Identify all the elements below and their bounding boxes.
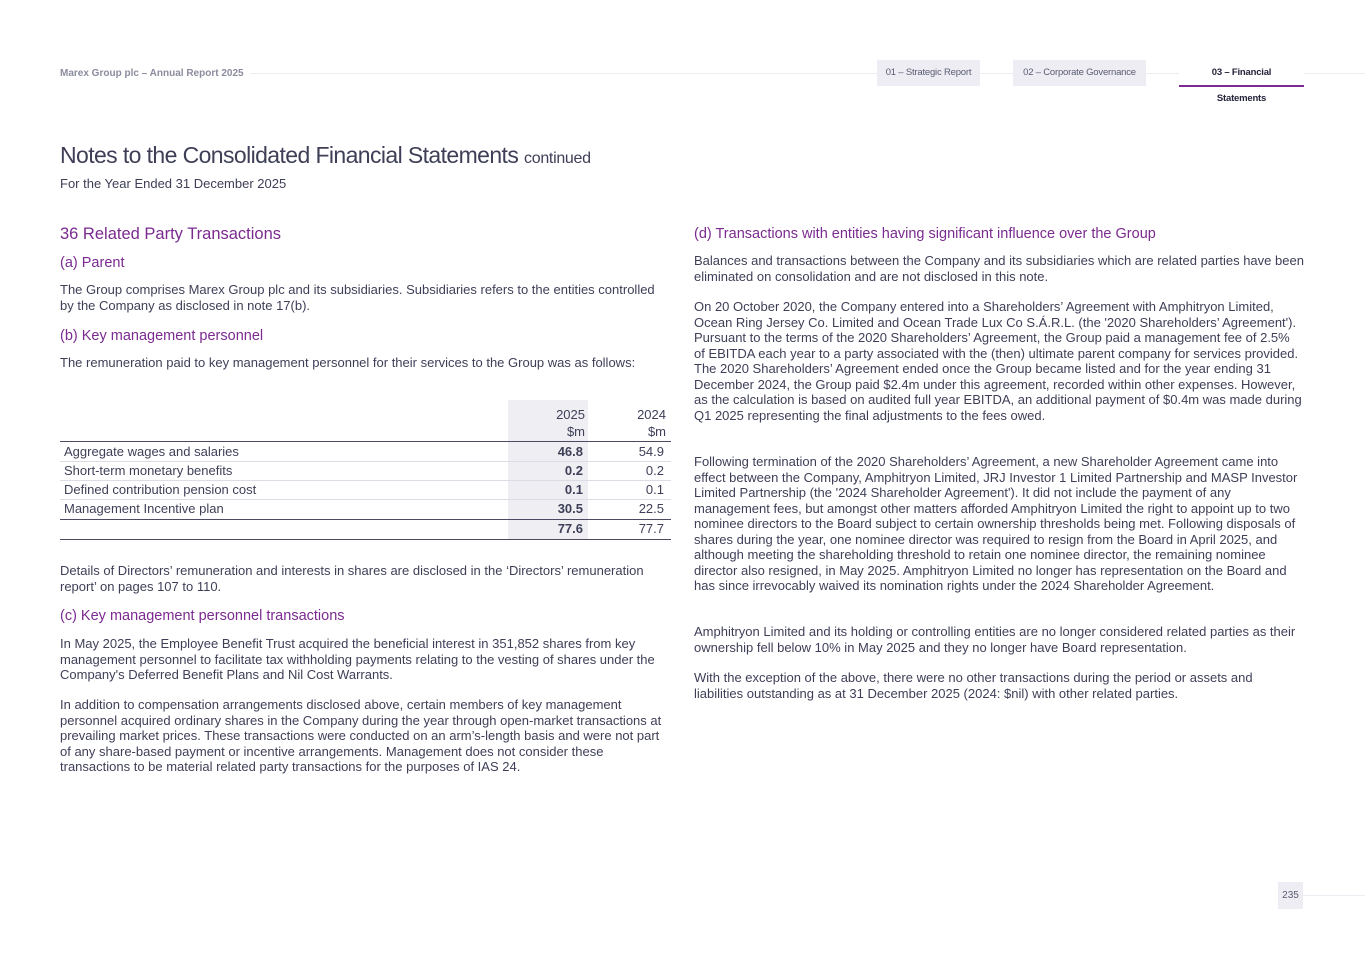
subsection-a-title: (a) Parent xyxy=(60,255,125,271)
subsection-b-title: (b) Key management personnel xyxy=(60,328,264,344)
subsection-a-text: The Group comprises Marex Group plc and its subsidiaries. Subsidiaries refers to the entities controlled by the Company as disclosed in note 17(b). xyxy=(60,282,655,313)
row-value-2024: 0.1 xyxy=(645,482,664,497)
row-value-2025: 0.2 xyxy=(564,463,583,478)
subsection-d-text-1: Balances and transactions between the Company and its subsidiaries which are related parties have been eliminated on consolidation and are not disclosed in this note. xyxy=(694,253,1304,284)
total-2025: 77.6 xyxy=(557,521,583,536)
page-number: 235 xyxy=(1278,882,1303,909)
page-title-suffix: continued xyxy=(524,150,591,167)
col-2024-unit: $m xyxy=(647,424,666,439)
footer-divider xyxy=(1303,895,1365,896)
table-row xyxy=(60,442,671,461)
subsection-d-title: (d) Transactions with entities having significant influence over the Group xyxy=(694,226,1156,242)
row-value-2025: 0.1 xyxy=(564,482,583,497)
tab-strategic-report[interactable]: 01 – Strategic Report xyxy=(877,60,980,86)
subsection-d-text-5: With the exception of the above, there were no other transactions during the period or assets and liabilities outstanding as at 31 December 2025 (2024: $nil) with other related parties. xyxy=(694,670,1253,701)
subsection-c-title: (c) Key management personnel transactions xyxy=(60,608,345,624)
row-value-2024: 22.5 xyxy=(638,501,664,516)
table-row xyxy=(60,461,671,480)
section-title: 36 Related Party Transactions xyxy=(60,225,282,243)
col-2025-year: 2025 xyxy=(556,407,585,422)
page-title-text: Notes to the Consolidated Financial Statements xyxy=(60,142,519,168)
subsection-b-text: The remuneration paid to key management personnel for their services to the Group was as follows: xyxy=(60,355,636,370)
page-title xyxy=(60,142,591,169)
subsection-d-text-2: On 20 October 2020, the Company entered into a Shareholders’ Agreement with Amphitryon Limited, Ocean Ring Jersey Co. Limited and Ocean Trade Lux Co S.Á.R.L. (the '2020 Shareholders’ Agreement'). Pursuant to the terms of the 2020 Shareholders’ Agreement, the Group paid a management fee of 2.5% of EBITDA each year to a party associated with the (then) ultimate parent company for services provided. The 2020 Shareholders’ Agreement ended once the Group became listed and for the year ending 31 December 2024, the Group paid $2.4m under this agreement, recorded within other expenses. However, as the calculation is based on audited full year EBITDA, an additional payment of $0.4m was made during Q1 2025 representing the final adjustments to the fees owed. xyxy=(694,299,1302,423)
row-label: Short-term monetary benefits xyxy=(64,463,233,478)
row-value-2024: 54.9 xyxy=(638,444,664,459)
tab-corporate-governance[interactable]: 02 – Corporate Governance xyxy=(1013,60,1146,86)
total-2024: 77.7 xyxy=(638,521,664,536)
total-row xyxy=(60,519,671,538)
row-label: Management Incentive plan xyxy=(64,501,224,516)
col-2025-unit: $m xyxy=(566,424,585,439)
row-value-2025: 46.8 xyxy=(557,444,583,459)
subsection-d-text-4: Amphitryon Limited and its holding or controlling entities are no longer considered related parties as their ownership fell below 10% in May 2025 and they no longer have Board representation. xyxy=(694,624,1296,655)
report-title: Marex Group plc – Annual Report 2025 xyxy=(60,68,250,79)
row-value-2024: 0.2 xyxy=(645,463,664,478)
col-2025-header xyxy=(507,406,585,440)
page-subtitle: For the Year Ended 31 December 2025 xyxy=(60,176,287,191)
table-row xyxy=(60,499,671,518)
table-row xyxy=(60,480,671,499)
row-label: Aggregate wages and salaries xyxy=(64,444,239,459)
row-value-2025: 30.5 xyxy=(557,501,583,516)
subsection-d-text-3: Following termination of the 2020 Shareholders’ Agreement, a new Shareholder Agreement came into effect between the Company, Amphitryon Limited, JRJ Investor 1 Limited Partnership and MASP Investor Limited Partnership (the '2024 Shareholder Agreement'). It did not include the payment of any management fees, but amongst other matters afforded Amphitryon Limited the right to appoint up to two nominee directors to the Board subject to certain ownership thresholds being met. Following disposals of shares during the year, one nominee director was required to resign from the Board in April 2025, and although meeting the shareholding threshold to retain one nominee director, the remaining nominee director also resigned, in May 2025. Amphitryon Limited no longer has representation on the Board and has since irrevocably waived its nomination rights under the 2024 Shareholder Agreement. xyxy=(694,454,1298,593)
col-2024-year: 2024 xyxy=(637,407,666,422)
subsection-c-text-2: In addition to compensation arrangements disclosed above, certain members of key management personnel acquired ordinary shares in the Company during the year through open-market transactions at prevailing market prices. These transactions were conducted on an arm’s-length basis and were not part of any share-based payment or incentive arrangements. Management does not consider these transactions to be material related party transactions for the purposes of IAS 24. xyxy=(60,697,662,774)
subsection-b-note: Details of Directors’ remuneration and interests in shares are disclosed in the ‘Directors’ remuneration report’ on pages 107 to 110. xyxy=(60,563,644,594)
total-rule-bottom xyxy=(60,539,671,540)
row-label: Defined contribution pension cost xyxy=(64,482,257,497)
col-2024-header xyxy=(588,406,666,440)
subsection-c-text-1: In May 2025, the Employee Benefit Trust acquired the beneficial interest in 351,852 shares from key management personnel to facilitate tax withholding payments relating to the vesting of shares under the Company's Deferred Benefit Plans and Nil Cost Warrants. xyxy=(60,636,655,682)
tab-financial-statements[interactable]: 03 – Financial Statements xyxy=(1179,60,1304,87)
